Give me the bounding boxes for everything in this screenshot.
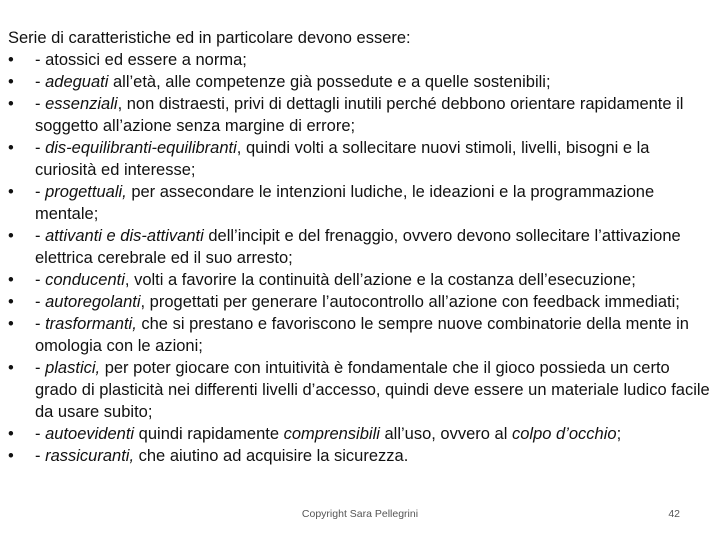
bullet-marker: • (8, 425, 14, 443)
item-text: - (35, 293, 46, 311)
list-item (8, 137, 712, 181)
emphasis-text: conducenti (45, 271, 125, 289)
item-text: che aiutino ad acquisire la sicurezza. (134, 447, 409, 465)
emphasis-text: plastici, (45, 359, 101, 377)
item-text: - atossici ed essere a norma; (35, 51, 247, 69)
item-text: quindi rapidamente (134, 425, 284, 443)
characteristics-list (8, 49, 712, 467)
emphasis-text: adeguati (45, 73, 109, 91)
list-item (8, 93, 712, 137)
bullet-marker: • (8, 139, 14, 157)
item-text: - (35, 73, 46, 91)
list-item (8, 357, 712, 423)
emphasis-text: comprensibili (283, 425, 380, 443)
list-item (8, 71, 712, 93)
item-text: , progettati per generare l’autocontrollo all’azione con feedback immediati; (140, 293, 680, 311)
bullet-marker: • (8, 73, 14, 91)
emphasis-text: rassicuranti, (45, 447, 135, 465)
list-item (8, 445, 712, 467)
list-item (8, 269, 712, 291)
item-text: per assecondare le intenzioni ludiche, le ideazioni e la programmazione mentale; (35, 183, 655, 223)
item-text: - (35, 359, 46, 377)
bullet-marker: • (8, 95, 14, 113)
item-text: - (35, 183, 46, 201)
item-text: dell’incipit e del frenaggio, ovvero devono sollecitare l’attivazione elettrica cerebrale ed il suo arresto; (35, 227, 681, 267)
item-text: , volti a favorire la continuità dell’azione e la costanza dell’esecuzione; (124, 271, 636, 289)
bullet-marker: • (8, 51, 14, 69)
page-number: 42 (668, 508, 680, 520)
copyright-footer: Copyright Sara Pellegrini (301, 508, 419, 520)
bullet-marker: • (8, 293, 14, 311)
bullet-marker: • (8, 183, 14, 201)
item-text: ; (616, 425, 622, 443)
bullet-marker: • (8, 315, 14, 333)
bullet-marker: • (8, 271, 14, 289)
list-item (8, 313, 712, 357)
emphasis-text: dis-equilibranti-equilibranti (45, 139, 237, 157)
list-item (8, 423, 712, 445)
item-text: che si prestano e favoriscono le sempre nuove combinatorie della mente in omologia con le azioni; (35, 315, 689, 355)
item-text: - (35, 139, 46, 157)
item-text: - (35, 271, 46, 289)
list-item (8, 49, 712, 71)
item-text: - (35, 315, 46, 333)
item-text: - (35, 425, 46, 443)
emphasis-text: autoregolanti (45, 293, 141, 311)
intro-text: Serie di caratteristiche ed in particolare devono essere: (8, 29, 411, 47)
item-text: - (35, 227, 46, 245)
item-text: , non distraesti, privi di dettagli inutili perché debbono orientare rapidamente il soggetto all’azione senza margine di errore; (35, 95, 684, 135)
emphasis-text: progettuali, (45, 183, 127, 201)
emphasis-text: essenziali (45, 95, 118, 113)
list-item (8, 291, 712, 313)
bullet-marker: • (8, 359, 14, 377)
list-item (8, 181, 712, 225)
bullet-marker: • (8, 227, 14, 245)
list-item (8, 225, 712, 269)
item-text: all’età, alle competenze già possedute e a quelle sostenibili; (108, 73, 551, 91)
item-text: - (35, 447, 46, 465)
emphasis-text: autoevidenti (45, 425, 135, 443)
emphasis-text: attivanti e dis-attivanti (45, 227, 204, 245)
item-text: - (35, 95, 46, 113)
item-text: per poter giocare con intuitività è fondamentale che il gioco possieda un certo grado di plasticità nei differenti livelli d’accesso, quindi deve essere un materiale ludico facile da usare subito; (35, 359, 710, 421)
bullet-marker: • (8, 447, 14, 465)
item-text: , quindi volti a sollecitare nuovi stimoli, livelli, bisogni e la curiosità ed interesse; (35, 139, 650, 179)
emphasis-text: colpo d’occhio (511, 425, 617, 443)
item-text: all’uso, ovvero al (379, 425, 512, 443)
emphasis-text: trasformanti, (45, 315, 137, 333)
